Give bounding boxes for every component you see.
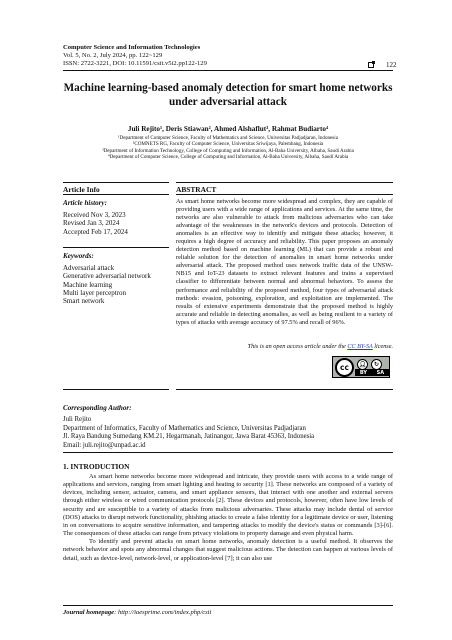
homepage-label: Journal homepage bbox=[63, 609, 115, 616]
keyword-item: Machine learning bbox=[63, 280, 113, 289]
abstract-heading: ABSTRACT bbox=[176, 185, 217, 194]
corresponding-name: Juli Rejito bbox=[63, 416, 92, 423]
keyword-item: Generative adversarial network bbox=[63, 272, 151, 281]
journal-name: Computer Science and Information Technologies bbox=[63, 44, 201, 51]
journal-header bbox=[63, 44, 393, 69]
introduction-paragraph-1: As smart home networks become more widespread and intricate, they provide users with access to a wide range of applications and services, ranging from smart lighting and heating to security [1]. These networks are composed of a variety of devices, including sensor, actuator, camera, and smart appliance sensors, that interact with one another and external servers through either wireless or wired communication protocols [2]. These devices and protocols, however, often have low levels of security and are susceptible to a variety of attacks from malicious adversaries. These attacks may include denial of service (DOS) attacks to disrupt network functionality, phishing attacks to create a false identity for a legitimate device or user, listening in on conversations to acquire sensitive information, and tampering attacks to modify the device's status or commands [3]-[6]. The consequences of these attacks can range from privacy violations to property damage and even physical harm. bbox=[63, 473, 393, 538]
affiliation-4: ⁴Department of Computer Science, College of Computing and Information, Al-Baha University, Albaha, Saudi Arabia bbox=[107, 154, 349, 161]
corresponding-dept: Department of Informatics, Faculty of Mathematics and Science, Universitas Padjadjaran bbox=[63, 424, 306, 432]
keyword-item: Multi layer perceptron bbox=[63, 288, 126, 297]
journal-issn: ISSN: 2722-3221, DOI: 10.11591/csit.v5i2.pp122-129 bbox=[63, 60, 207, 68]
page-number: 122 bbox=[386, 61, 397, 69]
article-history bbox=[63, 211, 128, 236]
header-rule bbox=[63, 70, 393, 71]
license-strip bbox=[355, 369, 389, 376]
cc-license-badge[interactable] bbox=[332, 356, 390, 378]
keywords-rule bbox=[63, 247, 169, 248]
affiliations bbox=[63, 135, 393, 161]
paper-title: Machine learning-based anomaly detection for smart home networks under adversarial attack bbox=[63, 82, 393, 108]
cc-icon: cc bbox=[335, 358, 354, 377]
page-number-box bbox=[368, 61, 397, 69]
article-info-top-rule bbox=[63, 182, 169, 183]
corresponding-heading: Corresponding Author: bbox=[63, 404, 132, 412]
abstract-sub-rule bbox=[176, 194, 393, 195]
license-link[interactable]: CC BY-SA bbox=[347, 343, 373, 350]
license-by: BY bbox=[359, 369, 367, 376]
introduction-paragraph-2: To identify and prevent attacks on smart home networks, anomaly detection is a useful method. It observes the network behavior and spots any abnormal changes that suggest malicious actions. The detection can happen at various levels of detail, such as device-level, network-level, or application-level [7]; it can also use bbox=[63, 538, 393, 562]
affiliation-2: ²COMNETS RG, Faculty of Computer Science, Universitas Sriwijaya, Palembang, Indonesia bbox=[132, 141, 324, 148]
introduction-heading: 1. INTRODUCTION bbox=[63, 462, 130, 471]
homepage-url[interactable]: : http://iaesprime.com/index.php/csit bbox=[114, 609, 212, 616]
article-info-sub-rule bbox=[63, 194, 169, 195]
license-sa: SA bbox=[376, 369, 385, 376]
history-heading: Article history: bbox=[63, 199, 107, 207]
article-info-heading: Article Info bbox=[63, 185, 100, 194]
keywords-heading: Keywords: bbox=[63, 252, 94, 260]
keyword-item: Smart network bbox=[63, 297, 105, 306]
introduction-body bbox=[63, 473, 393, 563]
corresponding-address: Jl. Raya Bandung Sumedang KM.21, Hegarmanah, Jatinangor, Jawa Barat 45363, Indonesia bbox=[63, 433, 315, 441]
open-access-prefix: This is an open access article under the bbox=[247, 343, 348, 350]
accepted-date: Accepted Feb 17, 2024 bbox=[63, 227, 128, 236]
open-access-suffix: license. bbox=[372, 343, 393, 350]
share-alike-icon: ↻ bbox=[371, 359, 382, 370]
revised-date: Revised Jan 3, 2024 bbox=[63, 219, 120, 228]
journal-homepage bbox=[63, 609, 211, 616]
affiliation-3: ³Department of Information Technology, College of Computing and Information, Al-Baha University, Albaha, Saudi Arabia bbox=[102, 147, 354, 154]
footer-rule bbox=[63, 605, 393, 606]
abstract-text: As smart home networks become more widespread and complex, they are capable of providing users with a wide range of applications and services. At the same time, the networks are also vulnerable to attack from malicious adversaries who can take advantage of the weaknesses in the network's devices and protocols. Detection of anomalies is an effective way to identify and mitigate these attacks; however, it requires a high degree of accuracy and reliability. This paper proposes an anomaly detection method based on machine learning (ML) that can provide a robust and reliable solution for the detection of anomalies in smart home networks under adversarial attack. The proposed method uses network traffic data of the UNSW-NB15 and IoT-23 datasets to extract relevant features and trains a supervised classifier to differentiate between normal and abnormal behaviors. To assess the performance and reliability of the proposed method, four types of adversarial attack methods: evasion, poisoning, exploration, and exploitation are implemented. The results of extensive experiments demonstrate that the proposed method is highly accurate and reliable in detecting anomalies, as well as being resilient to a variety of types of attacks with average accuracy of 97.5% and recall of 96%. bbox=[176, 198, 393, 326]
received-date: Received Nov 3, 2023 bbox=[63, 211, 126, 219]
keywords-list bbox=[63, 264, 151, 305]
abstract-top-rule bbox=[176, 182, 393, 183]
article-info-bottom-rule bbox=[63, 389, 169, 390]
keyword-item: Adversarial attack bbox=[63, 264, 115, 272]
paper-authors: Juli Rejito¹, Deris Stiawan², Ahmed Alshaflut³, Rahmat Budiarto⁴ bbox=[127, 125, 329, 133]
corresponding-rule bbox=[63, 452, 393, 453]
open-access-note bbox=[176, 343, 393, 350]
page-square-icon bbox=[368, 62, 374, 68]
journal-volume: Vol. 5, No. 2, July 2024, pp. 122~129 bbox=[63, 52, 163, 60]
corresponding-email: Email: juli.rejito@unpad.ac.id bbox=[63, 441, 146, 449]
corresponding-details bbox=[63, 416, 393, 450]
person-icon: 👤︎ bbox=[358, 361, 367, 368]
abstract-bottom-rule bbox=[176, 389, 393, 390]
affiliation-1: ¹Department of Computer Science, Faculty of Mathematics and Science, Universitas Padjadjaran, Indonesia bbox=[118, 134, 338, 141]
